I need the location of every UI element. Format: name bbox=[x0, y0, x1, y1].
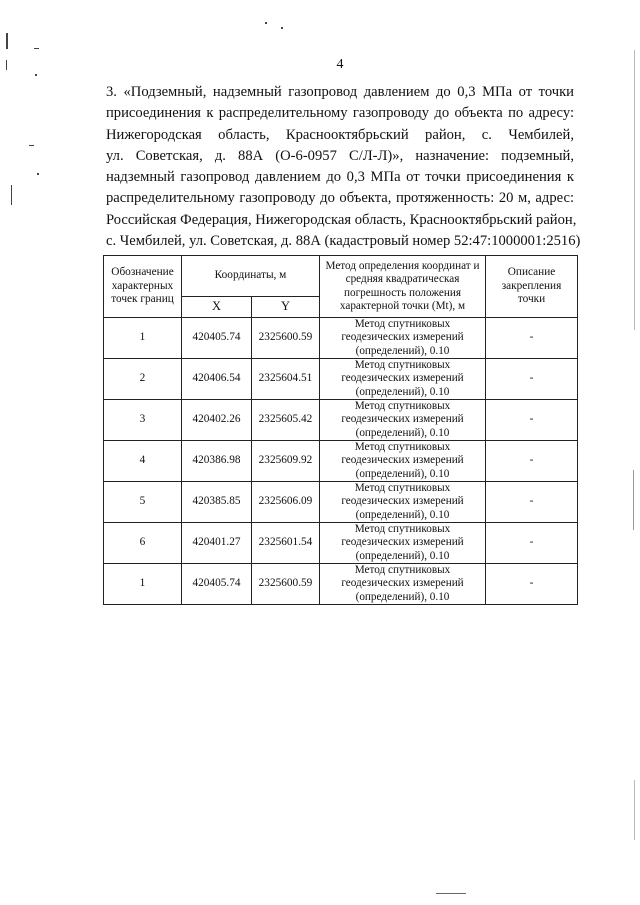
header-method: Метод определения координат и средняя квадратическая погрешность положения характерной точки (Mt), м bbox=[320, 256, 486, 318]
scan-mark-left-5 bbox=[29, 145, 34, 146]
coordinates-table bbox=[103, 255, 578, 605]
page-number: 4 bbox=[336, 57, 344, 72]
scan-mark-right-2 bbox=[633, 470, 634, 530]
table-row bbox=[104, 482, 578, 523]
header-x: X bbox=[182, 297, 252, 318]
cell-method: Метод спутниковых геодезических измерений (определений), 0.10 bbox=[320, 441, 486, 482]
paragraph-line: надземный газопровод давлением до 0,3 МПа от точки присоединения к bbox=[106, 169, 574, 186]
cell-y: 2325604.51 bbox=[252, 359, 320, 400]
cell-method: Метод спутниковых геодезических измерений (определений), 0.10 bbox=[320, 482, 486, 523]
scan-mark-right-1 bbox=[634, 50, 635, 330]
cell-description: - bbox=[486, 400, 578, 441]
table-header-row bbox=[104, 256, 578, 297]
paragraph-line: Российская Федерация, Нижегородская область, Краснооктябрьский район, bbox=[106, 211, 577, 228]
cell-x: 420406.54 bbox=[182, 359, 252, 400]
paragraph-line: ул. Советская, д. 88А (О-6-0957 С/Л-Л)», назначение: подземный, bbox=[106, 147, 574, 164]
paragraph-line: распределительному газопроводу до объекта, протяженность: 20 м, адрес: bbox=[106, 190, 574, 207]
cell-y: 2325609.92 bbox=[252, 441, 320, 482]
scan-mark-left-7 bbox=[11, 185, 12, 205]
object-description-paragraph bbox=[106, 82, 581, 252]
cell-x: 420385.85 bbox=[182, 482, 252, 523]
cell-point: 3 bbox=[104, 400, 182, 441]
cell-description: - bbox=[486, 482, 578, 523]
cell-y: 2325600.59 bbox=[252, 564, 320, 605]
cell-y: 2325606.09 bbox=[252, 482, 320, 523]
cell-point: 1 bbox=[104, 564, 182, 605]
scan-mark-top-1 bbox=[265, 22, 267, 24]
cell-method: Метод спутниковых геодезических измерений (определений), 0.10 bbox=[320, 359, 486, 400]
header-point-designation: Обозначение характерных точек границ bbox=[104, 256, 182, 318]
table-row bbox=[104, 359, 578, 400]
cell-description: - bbox=[486, 523, 578, 564]
cell-point: 5 bbox=[104, 482, 182, 523]
cell-description: - bbox=[486, 318, 578, 359]
cell-x: 420405.74 bbox=[182, 564, 252, 605]
scan-mark-top-2 bbox=[281, 27, 283, 29]
table-row bbox=[104, 400, 578, 441]
table-row bbox=[104, 318, 578, 359]
cell-x: 420402.26 bbox=[182, 400, 252, 441]
cell-description: - bbox=[486, 441, 578, 482]
cell-description: - bbox=[486, 564, 578, 605]
cell-method: Метод спутниковых геодезических измерений (определений), 0.10 bbox=[320, 564, 486, 605]
scan-mark-left-2 bbox=[34, 48, 39, 49]
table-row bbox=[104, 564, 578, 605]
cell-y: 2325605.42 bbox=[252, 400, 320, 441]
scan-mark-left-6 bbox=[37, 173, 39, 175]
scan-mark-bottom-1 bbox=[436, 893, 466, 894]
paragraph-line: присоединения к распределительному газопроводу до объекта по адресу: bbox=[106, 105, 574, 122]
cell-method: Метод спутниковых геодезических измерений (определений), 0.10 bbox=[320, 400, 486, 441]
header-y: Y bbox=[252, 297, 320, 318]
cell-point: 2 bbox=[104, 359, 182, 400]
cell-x: 420401.27 bbox=[182, 523, 252, 564]
cell-point: 6 bbox=[104, 523, 182, 564]
paragraph-line: Нижегородская область, Краснооктябрьский район, с. Чембилей, bbox=[106, 126, 574, 143]
cell-description: - bbox=[486, 359, 578, 400]
header-description: Описание закрепления точки bbox=[486, 256, 578, 318]
cell-y: 2325601.54 bbox=[252, 523, 320, 564]
table-row bbox=[104, 523, 578, 564]
cell-point: 4 bbox=[104, 441, 182, 482]
cell-method: Метод спутниковых геодезических измерений (определений), 0.10 bbox=[320, 318, 486, 359]
paragraph-line: с. Чембилей, ул. Советская, д. 88А (кадастровый номер 52:47:1000001:2516) bbox=[106, 233, 581, 250]
cell-y: 2325600.59 bbox=[252, 318, 320, 359]
header-coordinates: Координаты, м bbox=[182, 256, 320, 297]
cell-method: Метод спутниковых геодезических измерений (определений), 0.10 bbox=[320, 523, 486, 564]
scan-mark-left-1 bbox=[6, 33, 8, 49]
table-row bbox=[104, 441, 578, 482]
scan-mark-right-3 bbox=[634, 780, 635, 840]
cell-x: 420386.98 bbox=[182, 441, 252, 482]
scan-mark-left-3 bbox=[35, 74, 37, 76]
cell-point: 1 bbox=[104, 318, 182, 359]
paragraph-line: 3. «Подземный, надземный газопровод давлением до 0,3 МПа от точки bbox=[106, 84, 574, 100]
cell-x: 420405.74 bbox=[182, 318, 252, 359]
